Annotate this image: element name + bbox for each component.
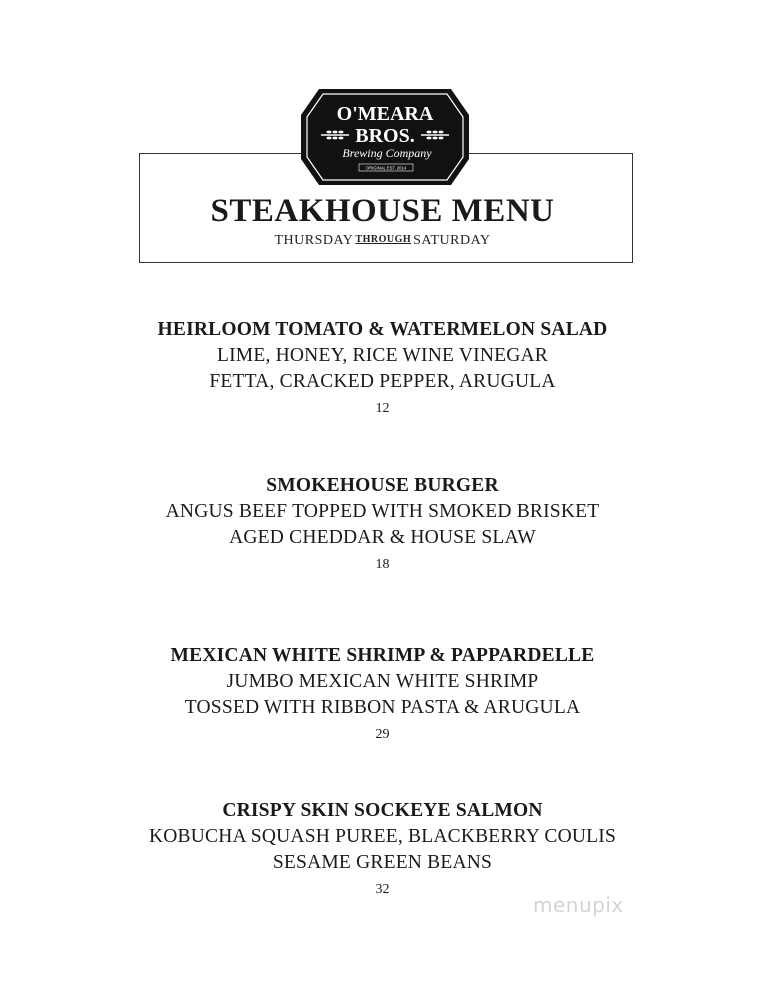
item-price: 32 — [375, 882, 390, 897]
item-description: SESAME GREEN BEANS — [272, 852, 493, 873]
menu-item — [0, 317, 765, 419]
day-from: THURSDAY — [274, 233, 354, 248]
item-description: ANGUS BEEF TOPPED WITH SMOKED BRISKET — [165, 501, 600, 522]
logo-line1: O'MEARA — [336, 103, 434, 125]
item-name: SMOKEHOUSE BURGER — [266, 475, 499, 496]
menu-item — [0, 473, 765, 575]
item-name: HEIRLOOM TOMATO & WATERMELON SALAD — [157, 319, 608, 340]
item-name: MEXICAN WHITE SHRIMP & PAPPARDELLE — [170, 645, 595, 666]
item-price: 18 — [375, 557, 390, 572]
item-description: JUMBO MEXICAN WHITE SHRIMP — [226, 671, 539, 692]
item-name: CRISPY SKIN SOCKEYE SALMON — [222, 800, 543, 821]
menu-item — [0, 798, 765, 900]
item-price: 29 — [375, 727, 390, 742]
menu-item — [0, 643, 765, 745]
item-description: AGED CHEDDAR & HOUSE SLAW — [229, 527, 536, 548]
logo-line3: Brewing Company — [342, 146, 432, 160]
day-to: SATURDAY — [413, 233, 491, 248]
item-description: TOSSED WITH RIBBON PASTA & ARUGULA — [184, 697, 581, 718]
logo-line4: ORIGINAL EST. 2014 — [365, 165, 407, 171]
brewery-logo — [299, 85, 471, 189]
logo-line2: BROS. — [355, 125, 415, 147]
page-title: STEAKHOUSE MENU — [210, 193, 555, 229]
item-description: FETTA, CRACKED PEPPER, ARUGULA — [209, 371, 556, 392]
page-subtitle — [0, 233, 765, 249]
watermark: menupix — [533, 893, 624, 917]
item-price: 12 — [375, 401, 390, 416]
item-description: LIME, HONEY, RICE WINE VINEGAR — [217, 345, 548, 366]
item-description: KOBUCHA SQUASH PUREE, BLACKBERRY COULIS — [148, 826, 617, 847]
through-label: THROUGH — [355, 234, 412, 245]
